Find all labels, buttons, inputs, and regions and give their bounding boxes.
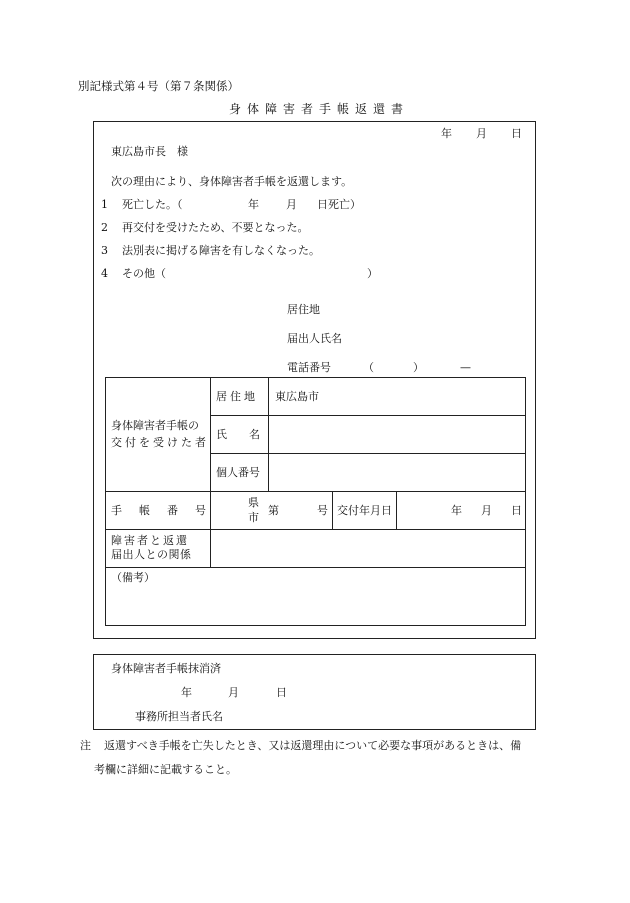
- issue-day: 日: [511, 504, 522, 517]
- row-divider: [105, 567, 526, 568]
- row-divider: [105, 529, 526, 530]
- reason-4-number: 4: [101, 267, 108, 280]
- reason-3-text: 法別表に掲げる障害を有しなくなった。: [122, 244, 320, 257]
- number-prefix: 第: [268, 504, 279, 517]
- reason-4-text: その他（: [122, 267, 166, 280]
- document-title: 身体障害者手帳返還書: [229, 102, 410, 116]
- date-day: 日: [511, 127, 522, 140]
- reason-2-text: 再交付を受けたため、不要となった。: [122, 221, 309, 234]
- date-month: 月: [476, 127, 487, 140]
- table-address-value: 東広島市: [275, 390, 319, 403]
- note-line1: 返還すべき手帳を亡失したとき、又は返還理由について必要な事項があるときは、備: [104, 739, 522, 752]
- reason-1-tail: 日死亡）: [317, 198, 361, 211]
- recipient-label-line2: 交付を受けた者: [111, 436, 209, 449]
- office-staff-label: 事務所担当者氏名: [135, 710, 223, 723]
- column-divider: [210, 377, 211, 567]
- table-name-label: 氏名: [216, 428, 282, 441]
- recipient-label-line1: 身体障害者手帳の: [111, 419, 199, 432]
- phone-close-paren: ）: [413, 361, 424, 374]
- remarks-label: （備考）: [111, 571, 155, 584]
- addressee: 東広島市長 様: [111, 145, 188, 158]
- note-line2: 考欄に詳細に記載すること。: [94, 763, 237, 776]
- date-year: 年: [441, 127, 452, 140]
- intro-text: 次の理由により、身体障害者手帳を返還します。: [111, 175, 353, 188]
- number-suffix: 号: [317, 504, 328, 517]
- table-address-label: 居住地: [216, 390, 258, 403]
- row-divider: [210, 415, 526, 416]
- row-divider: [210, 453, 526, 454]
- office-year: 年: [181, 686, 192, 699]
- note-label: 注: [80, 739, 91, 752]
- column-divider: [332, 491, 333, 529]
- office-month: 月: [228, 686, 239, 699]
- reason-4-close: ）: [367, 267, 378, 280]
- issue-date-label: 交付年月日: [337, 504, 392, 517]
- applicant-address-label: 居住地: [287, 303, 320, 316]
- form-reference: 別記様式第４号（第７条関係）: [78, 79, 239, 93]
- applicant-phone-label: 電話番号: [287, 361, 331, 374]
- office-day: 日: [276, 686, 287, 699]
- relation-label-line1: 障害者と返還: [111, 534, 189, 547]
- phone-dash: —: [460, 361, 471, 374]
- reason-1-text: 死亡した。（: [122, 198, 183, 211]
- city-label: 市: [248, 511, 259, 524]
- reason-2-number: 2: [101, 221, 108, 234]
- column-divider: [396, 491, 397, 529]
- row-divider: [105, 491, 526, 492]
- applicant-name-label: 届出人氏名: [287, 332, 342, 345]
- reason-3-number: 3: [101, 244, 108, 257]
- reason-1-number: 1: [101, 198, 108, 211]
- office-box-title: 身体障害者手帳抹消済: [111, 662, 221, 675]
- phone-open-paren: （: [363, 361, 374, 374]
- issue-year: 年: [451, 504, 462, 517]
- reason-1-year: 年: [248, 198, 259, 211]
- notebook-number-label: 手帳番号: [111, 504, 223, 517]
- reason-1-month: 月: [286, 198, 297, 211]
- issue-month: 月: [481, 504, 492, 517]
- personal-number-label: 個人番号: [216, 466, 260, 479]
- prefecture-label: 県: [248, 496, 259, 509]
- relation-label-line2: 届出人との関係: [111, 548, 192, 561]
